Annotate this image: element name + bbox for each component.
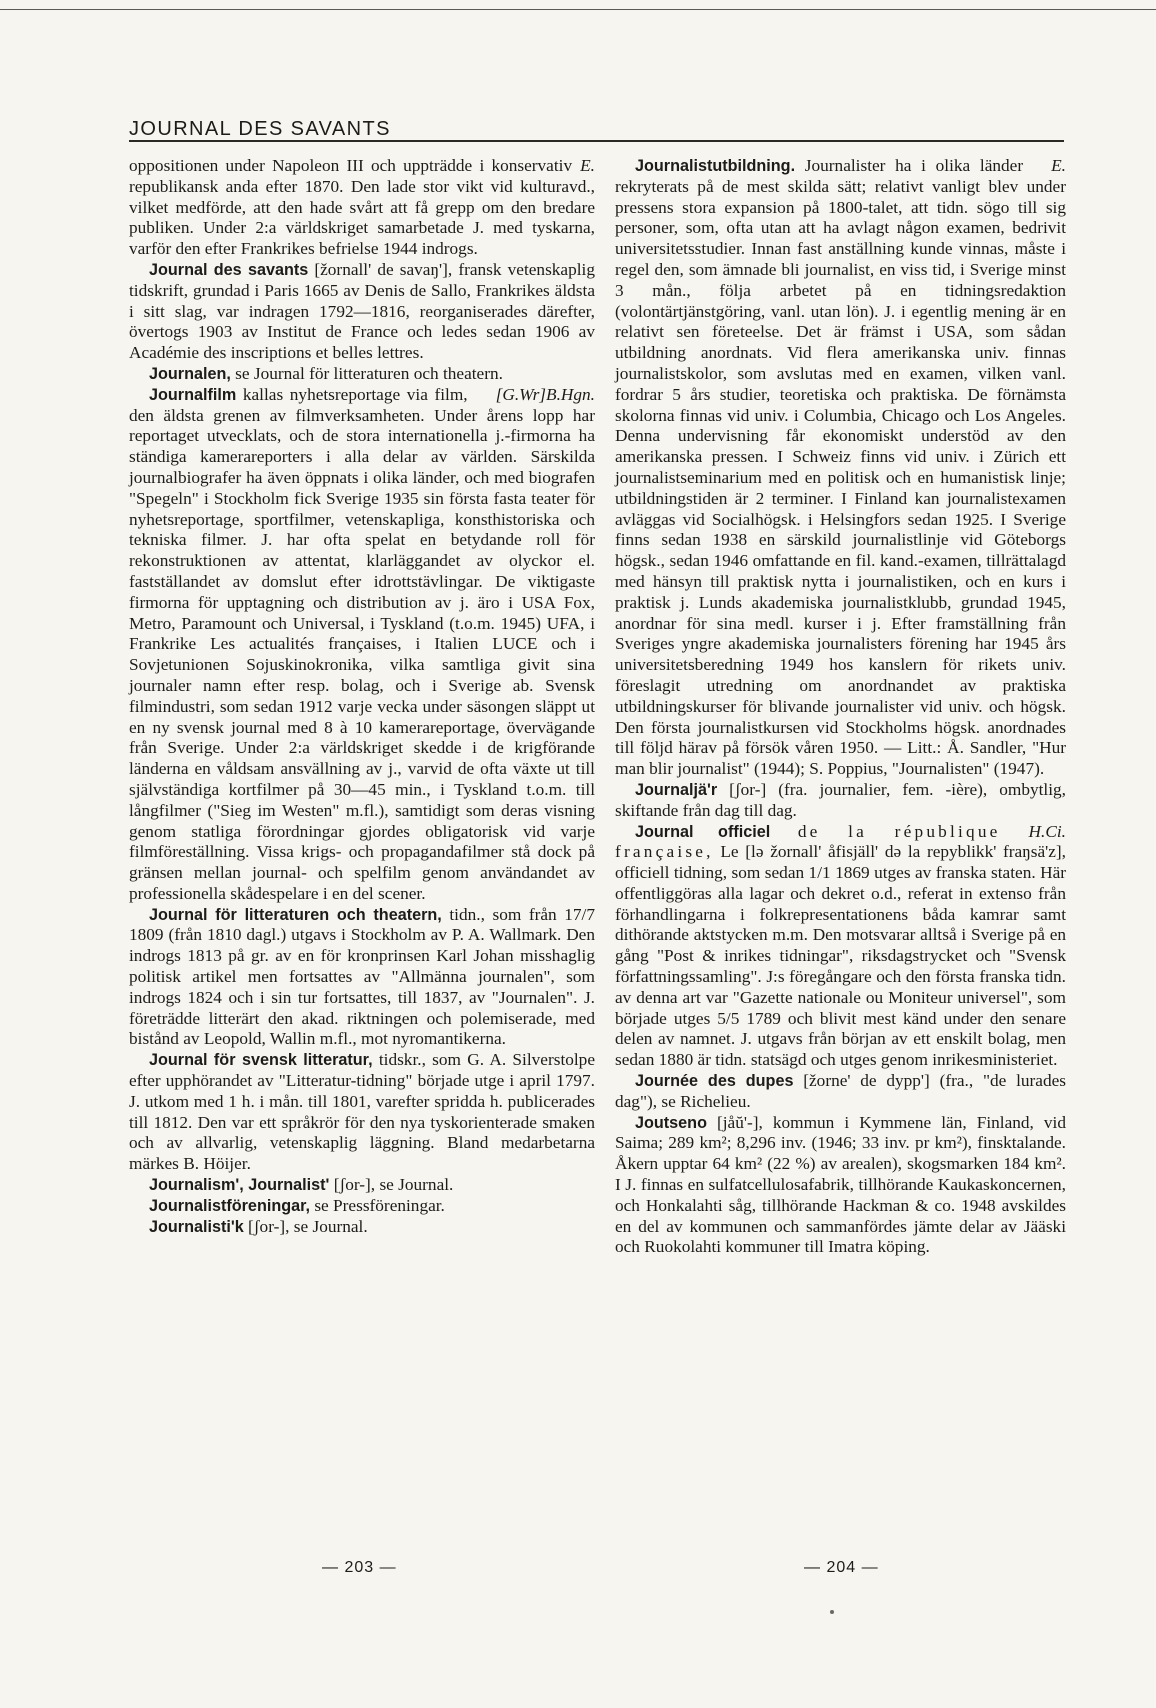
- author-signature: E.: [1051, 156, 1066, 175]
- dictionary-entry: [615, 1113, 1066, 1259]
- dictionary-entry: [615, 780, 1066, 822]
- entry-text: [ʃor-], se Journal.: [329, 1175, 454, 1195]
- page-number-right: — 204 —: [804, 1559, 879, 1576]
- dictionary-entry: [615, 822, 1066, 1072]
- author-signature: [G.Wr]B.Hgn.: [495, 384, 595, 404]
- dictionary-entry: [615, 156, 1066, 780]
- dictionary-entry: [129, 156, 595, 260]
- right-column: [615, 156, 1066, 1258]
- page-number-left: — 203 —: [322, 1559, 397, 1576]
- header-rule: [129, 140, 1064, 142]
- entry-text: Journalister ha i olika länder rekryterats på de mest skilda sätt; relativt vanligt blev under pressens stora expansion på 1800-talet, att tidn. sögo till sig personer, som, ofta utan att ha avlagt någon examen, bedrivit universitetsstudier. Innan fast anställning kunde vinnas, måste i regel den, som ämnade bli journalist, en viss tid, i Sverige minst 3 mån., följa arbetet på en tidningsredaktion (volontärtjänstgöring, vanl. utan lön). J. i egentlig mening är en relativt sen företeelse. Det är främst i USA, som sådan utbildning anordnats. Vid flera amerikanska univ. finnas journalistskolor, som avslutas med en examen, vilken vanl. fordrar 5 års studier, teoretiska och praktiska. De förnämsta skolorna finnas vid univ. i Columbia, Chicago och Los Angeles. Denna undervisning får ekonomiskt understöd av den amerikanska pressen. I Schweiz finns vid univ. i Zürich ett journalistseminarium med en politisk och en humanistisk linje; utbildningstiden är 2 terminer. I Finland kan journalistexamen avläggas vid Socialhögsk. i Helsingfors sedan 1925. I Sverige finns sedan 1938 en särskild journalistlinje vid Göteborgs högsk., sedan 1946 omfattande en fil. kand.-examen, tillrättalagd med hänsyn till praktisk nytta i journalistiken, och en kurs i praktisk j. Lunds akademiska journalistklubb, grundad 1945, anordnar för sina medl. kurser i j. Efter framställning från Sveriges yngre akademiska journalisters förening har 1945 års universitetsberedning 1949 hos kanslern för rikets univ. föreslagit utredning om anordnandet av praktiska utbildningskurser för blivande journalister vid univ. och högsk. Den första journalistkursen vid Stockholms högsk. anordnades till följd härav på försök våren 1950. — Litt.: Å. Sandler, "Hur man blir journalist" (1944); S. Poppius, "Journalisten" (1947).: [615, 156, 1066, 779]
- entry-text: [ʃor-], se Journal.: [243, 1216, 368, 1236]
- dictionary-entry: [129, 1175, 595, 1196]
- entry-headword: Journal för litteraturen och theatern,: [149, 905, 442, 924]
- entry-text: se Journal för litteraturen och theatern.: [230, 363, 503, 383]
- entry-text: [ʃor-] (fra. journalier, fem. -ière), ombytlig, skiftande från dag till dag.: [615, 779, 1066, 820]
- entry-headword: Journalistföreningar,: [149, 1196, 311, 1215]
- dictionary-entry: [129, 260, 595, 364]
- entry-text: [jåŭ'-], kommun i Kymmene län, Finland, vid Saima; 289 km²; 8,296 inv. (1946; 33 inv. pr km²), finsktalande. Åkern upptar 64 km² (22 %) av arealen), skogsmarken 184 km². I J. finnas en sulfatcellulosafabrik, tillhörande Kaukaskoncernen, och Honkalahti såg, tillhörande Hackman & co. 1948 avskildes en del av kommunen och sammanfördes jämte delar av Jääski och Ruokolahti kommuner till Imatra köping.: [615, 1112, 1066, 1257]
- entry-text: Le [lə žornall' åfisjäll' də la repyblikk' frаŋsä'z], officiell tidning, som sedan 1/1 1869 utges av franska staten. Här offentliggöras alla lagar och dekret o.d., referat in extenso från förhandlingarna i folkrepresentationens båda kamrar samt dithörande aktstycken m.m. Den motsvarar alltså i Sverige på en gång "Post & inrikes tidningar", riksdagstrycket och "Svensk författningssamling". J:s föregångare och den första franska tidn. av denna art var "Gazette nationale ou Moniteur universel", som började utges 5/5 1789 och blivit mest känd under den senare delen av namnet. J. utgavs från början av ett enskilt bolag, men sedan 1880 är tidn. statsägd och utges genom inrikesministeriet.: [615, 842, 1066, 1070]
- entry-text: tidskr., som G. A. Silverstolpe efter upphörandet av "Litteratur-tidning" började utge i april 1797. J. utkom med 1 h. i mån. till 1801, varefter spridda h. publicerades till 1812. Den var ett språkrör för den nya tyskorienterade smaken och av allvarlig, vetenskaplig läggning. Bland medarbetarna märkes B. Höijer.: [129, 1050, 595, 1174]
- entry-text: oppositionen under Napoleon III och uppträdde i konservativ republikansk anda efter 1870. Den lade stor vikt vid kulturavd., vilket medförde, att den hade svårt att få grepp om den bredare publiken. Under 2:a världskriget samarbetade J. med tyskarna, varför den efter Frankrikes befrielse 1944 indrogs.: [129, 156, 595, 259]
- dictionary-entry: [129, 364, 595, 385]
- print-speck: [830, 1610, 834, 1614]
- scan-edge-line: [0, 9, 1156, 10]
- entry-headword: Journal des savants: [149, 260, 309, 279]
- author-signature: E.: [580, 156, 595, 175]
- dictionary-entry: [615, 1071, 1066, 1113]
- entry-headword: Journal officiel: [635, 822, 771, 841]
- dictionary-entry: [129, 385, 595, 905]
- entry-headword: Journalen,: [149, 364, 231, 383]
- dictionary-entry: [129, 1050, 595, 1175]
- running-header: JOURNAL DES SAVANTS: [129, 118, 391, 140]
- entry-headword-spaced: de la république française,: [615, 821, 1001, 862]
- entry-text: tidn., som från 17/7 1809 (från 1810 dagl.) utgavs i Stockholm av P. A. Wallmark. Den indrogs 1813 på gr. av en för kronprinsen Karl Johan misshaglig politisk artikel men fortsattes av "Allmänna journalen", som indrogs 1824 och i sin tur fortsattes, till 1837, av "Journalen". J. företrädde litterärt den akad. riktningen och polemiserade, med bistånd av Leopold, Wallin m.fl., mot nyromantikerna.: [129, 904, 595, 1049]
- entry-headword: Journalfilm: [149, 385, 237, 404]
- dictionary-entry: [129, 905, 595, 1051]
- author-signature: H.Ci.: [1028, 821, 1066, 841]
- entry-text: [žorne' de dypp'] (fra., "de lurades dag"), se Richelieu.: [615, 1071, 1066, 1111]
- dictionary-entry: [129, 1217, 595, 1238]
- entry-headword: Journaljä'r: [635, 780, 718, 799]
- entry-headword: Joutseno: [635, 1113, 707, 1132]
- entry-headword: Journalistutbildning.: [635, 157, 796, 175]
- dictionary-entry: [129, 1196, 595, 1217]
- left-column: [129, 156, 595, 1237]
- entry-headword: Journée des dupes: [635, 1072, 794, 1091]
- entry-text: [žornall' de savaŋ'], fransk vetenskaplig tidskrift, grundad i Paris 1665 av Denis de Sallo, Frankrikes äldsta i sitt slag, var indragen 1792—1816, reorganiserades därefter, övertogs 1903 av Institut de France och ledes sedan 1906 av Académie des inscriptions et belles lettres.: [129, 259, 595, 363]
- entry-headword: Journalism', Journalist': [149, 1176, 330, 1195]
- entry-text: kallas nyhetsreportage via film, den äldsta grenen av filmverksamheten. Under årens lopp har reportaget utvecklats, och de stora internationella j.-firmorna ha ständiga kamerareporters i alla delar av världen. Särskilda journalbiografer ha även öppnats i olika länder, och med biografen "Spegeln" i Stockholm fick Sverige 1935 sin första fasta teater för nyhetsreportage, sportfilmer, vetenskapliga, konsthistoriska och tekniska filmer. J. har ofta spelat en betydande roll för rekonstruktionen av attentat, klarläggandet av olyckor el. fastställandet av domslut efter idrottstävlingar. De viktigaste firmorna för upptagning och distribution av j. äro i USA Fox, Metro, Paramount och Universal, i Tyskland (t.o.m. 1945) UFA, i Frankrike Les actualités françaises, i Italien LUCE och i Sovjetunionen Sojuskinokronika, vilka samtliga givit sina journaler namn efter resp. bolag, och i Sverige ab. Svensk filmindustri, som sedan 1912 varje vecka under säsongen släppt ut en ny svensk journal med 8 à 10 kamerareportage, övervägande från Sverige. Under 2:a världskriget skedde i de krigförande länderna en våldsam ansvällning av j., varvid de ofta växte ut till självständiga kortfilmer på 30—45 min., i Tyskland t.o.m. till långfilmer ("Sieg im Westen" m.fl.), samtidigt som deras visning genom statliga förordningar gjordes obligatorisk vid varje filmföreställning. Vissa krigs- och propagandafilmer stå dock på gränsen mellan journal- och spelfilm genom användandet av professionella skådespelare i en del scener.: [129, 384, 595, 903]
- entry-headword: Journal för svensk litteratur,: [149, 1051, 373, 1070]
- entry-text: se Pressföreningar.: [310, 1195, 445, 1215]
- entry-headword: Journalisti'k: [149, 1217, 244, 1236]
